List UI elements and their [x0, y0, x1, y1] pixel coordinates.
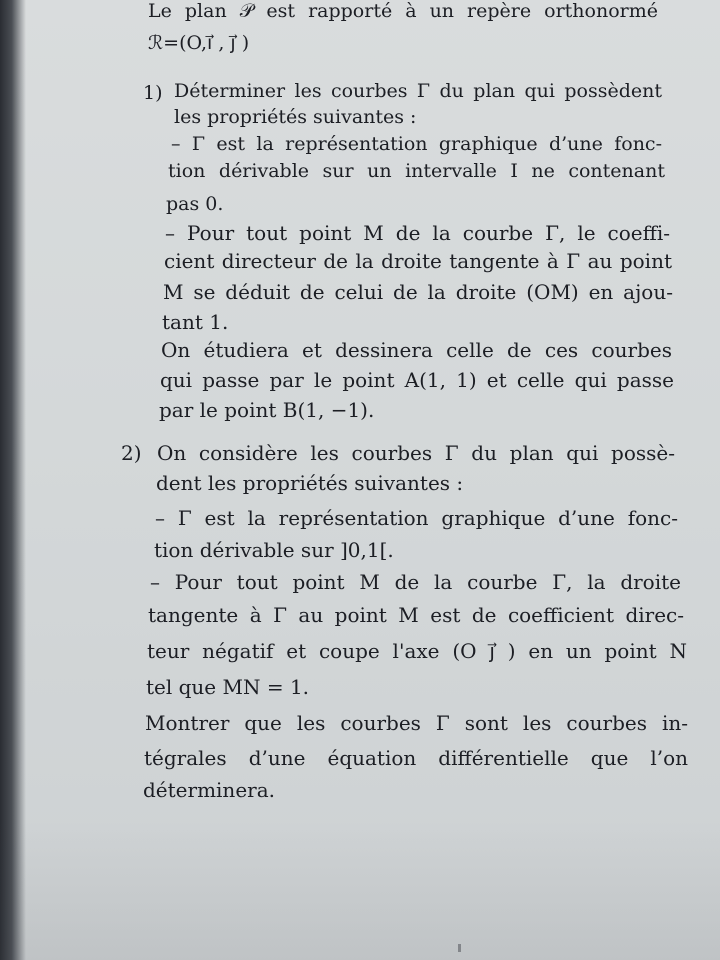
part1-line-2: les propriétés suivantes :	[174, 106, 417, 128]
part2-number: 2)	[121, 441, 142, 465]
part2-line-2: dent les propriétés suivantes :	[156, 471, 464, 495]
part1-line-3: – Γ est la représentation graphique d’une fonc-	[171, 133, 662, 155]
page-bottom-shading	[0, 820, 720, 960]
page-left-shadow	[0, 0, 26, 960]
intro-line-1: Le plan 𝒫 est rapporté à un repère orthonormé	[148, 0, 658, 22]
part2-line-3: – Γ est la représentation graphique d’une fonc-	[155, 506, 678, 530]
part1-line-5: pas 0.	[166, 193, 224, 215]
part1-line-10: On étudiera et dessinera celle de ces courbes	[161, 338, 672, 362]
part1-line-9: tant 1.	[162, 310, 229, 334]
part1-number: 1)	[143, 82, 163, 104]
part2-line-5: – Pour tout point M de la courbe Γ, la droite	[150, 570, 681, 594]
part2-line-9: Montrer que les courbes Γ sont les courbes in-	[145, 711, 688, 735]
part1-line-4: tion dérivable sur un intervalle I ne contenant	[168, 160, 665, 182]
part2-line-11: déterminera.	[143, 778, 275, 802]
paper-speck	[458, 944, 461, 952]
part2-line-6: tangente à Γ au point M est de coefficient direc-	[148, 603, 684, 627]
part1-line-12: par le point B(1, −1).	[159, 398, 375, 422]
part2-line-10: tégrales d’une équation différentielle que l’on	[144, 746, 688, 770]
part1-line-7: cient directeur de la droite tangente à Γ au point	[164, 249, 672, 273]
part1-line-8: M se déduit de celui de la droite (OM) en ajou-	[163, 280, 673, 304]
part1-line-1: Déterminer les courbes Γ du plan qui possèdent	[174, 80, 662, 102]
intro-line-2: ℛ=(O,i⃗ , j⃗ )	[148, 32, 250, 54]
part2-line-8: tel que MN = 1.	[146, 675, 310, 699]
part2-line-7: teur négatif et coupe l'axe (O j⃗ ) en un point N	[147, 639, 687, 663]
part2-line-1: On considère les courbes Γ du plan qui possè-	[157, 441, 675, 465]
part1-line-11: qui passe par le point A(1, 1) et celle qui passe	[160, 368, 674, 392]
part1-line-6: – Pour tout point M de la courbe Γ, le coeffi-	[165, 221, 670, 245]
part2-line-4: tion dérivable sur ]0,1[.	[154, 538, 394, 562]
